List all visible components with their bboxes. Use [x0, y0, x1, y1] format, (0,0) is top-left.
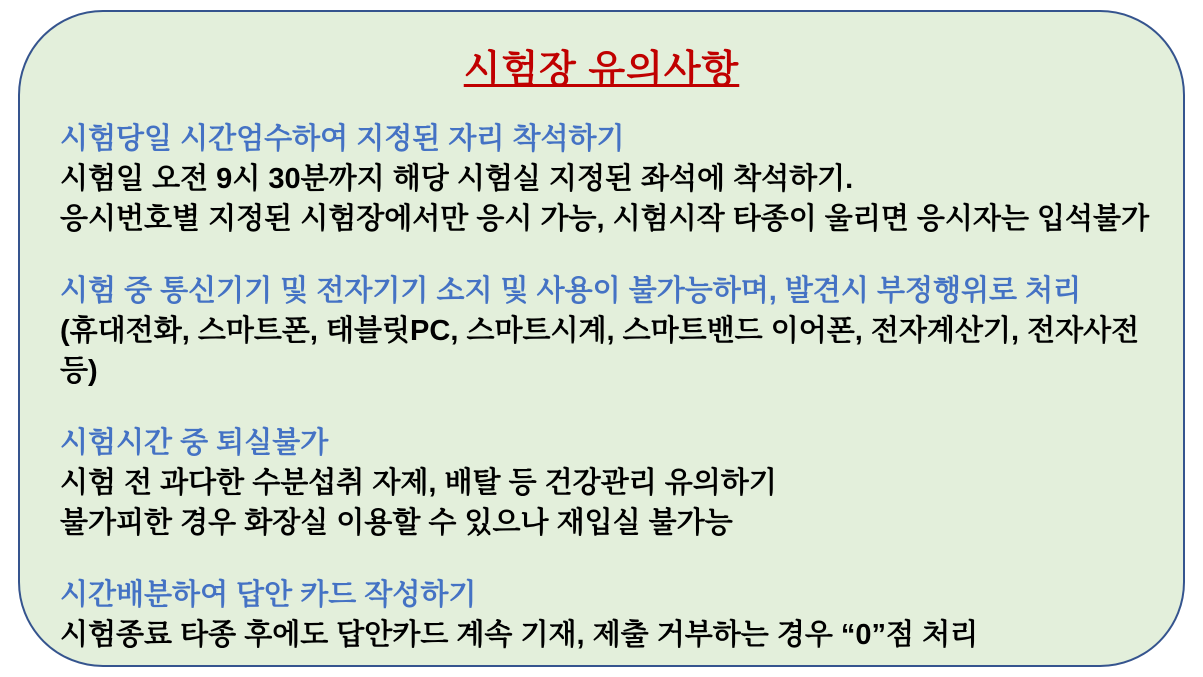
notice-card — [18, 10, 1185, 667]
body-line: (휴대전화, 스마트폰, 태블릿PC, 스마트시계, 스마트밴드 이어폰, 전자계산기, 전자사전 — [60, 315, 1140, 347]
section-heading: 시험 중 통신기기 및 전자기기 소지 및 사용이 불가능하며, 발견시 부정행위로 처리 — [60, 275, 1082, 307]
body-line: 시험종료 타종 후에도 답안카드 계속 기재, 제출 거부하는 경우 “0”점 처리 — [60, 619, 979, 651]
body-line: 시험일 오전 9시 30분까지 해당 시험실 지정된 좌석에 착석하기. — [60, 163, 854, 195]
sections-container — [60, 119, 1150, 655]
section-heading: 시간배분하여 답안 카드 작성하기 — [60, 579, 477, 611]
notice-section — [60, 271, 1143, 391]
body-line: 시험 전 과다한 수분섭취 자제, 배탈 등 건강관리 유의하기 — [60, 467, 777, 499]
notice-section — [60, 575, 1143, 655]
body-line: 등) — [60, 355, 98, 387]
notice-section — [60, 423, 1143, 543]
page-title: 시험장 유의사항 — [463, 49, 740, 91]
notice-section — [60, 119, 1150, 239]
section-heading: 시험당일 시간엄수하여 지정된 자리 착석하기 — [60, 123, 625, 155]
body-line: 불가피한 경우 화장실 이용할 수 있으나 재입실 불가능 — [60, 507, 733, 539]
body-line: 응시번호별 지정된 시험장에서만 응시 가능, 시험시작 타종이 울리면 응시자는 입석불가 — [60, 203, 1150, 235]
section-heading: 시험시간 중 퇴실불가 — [60, 427, 329, 459]
